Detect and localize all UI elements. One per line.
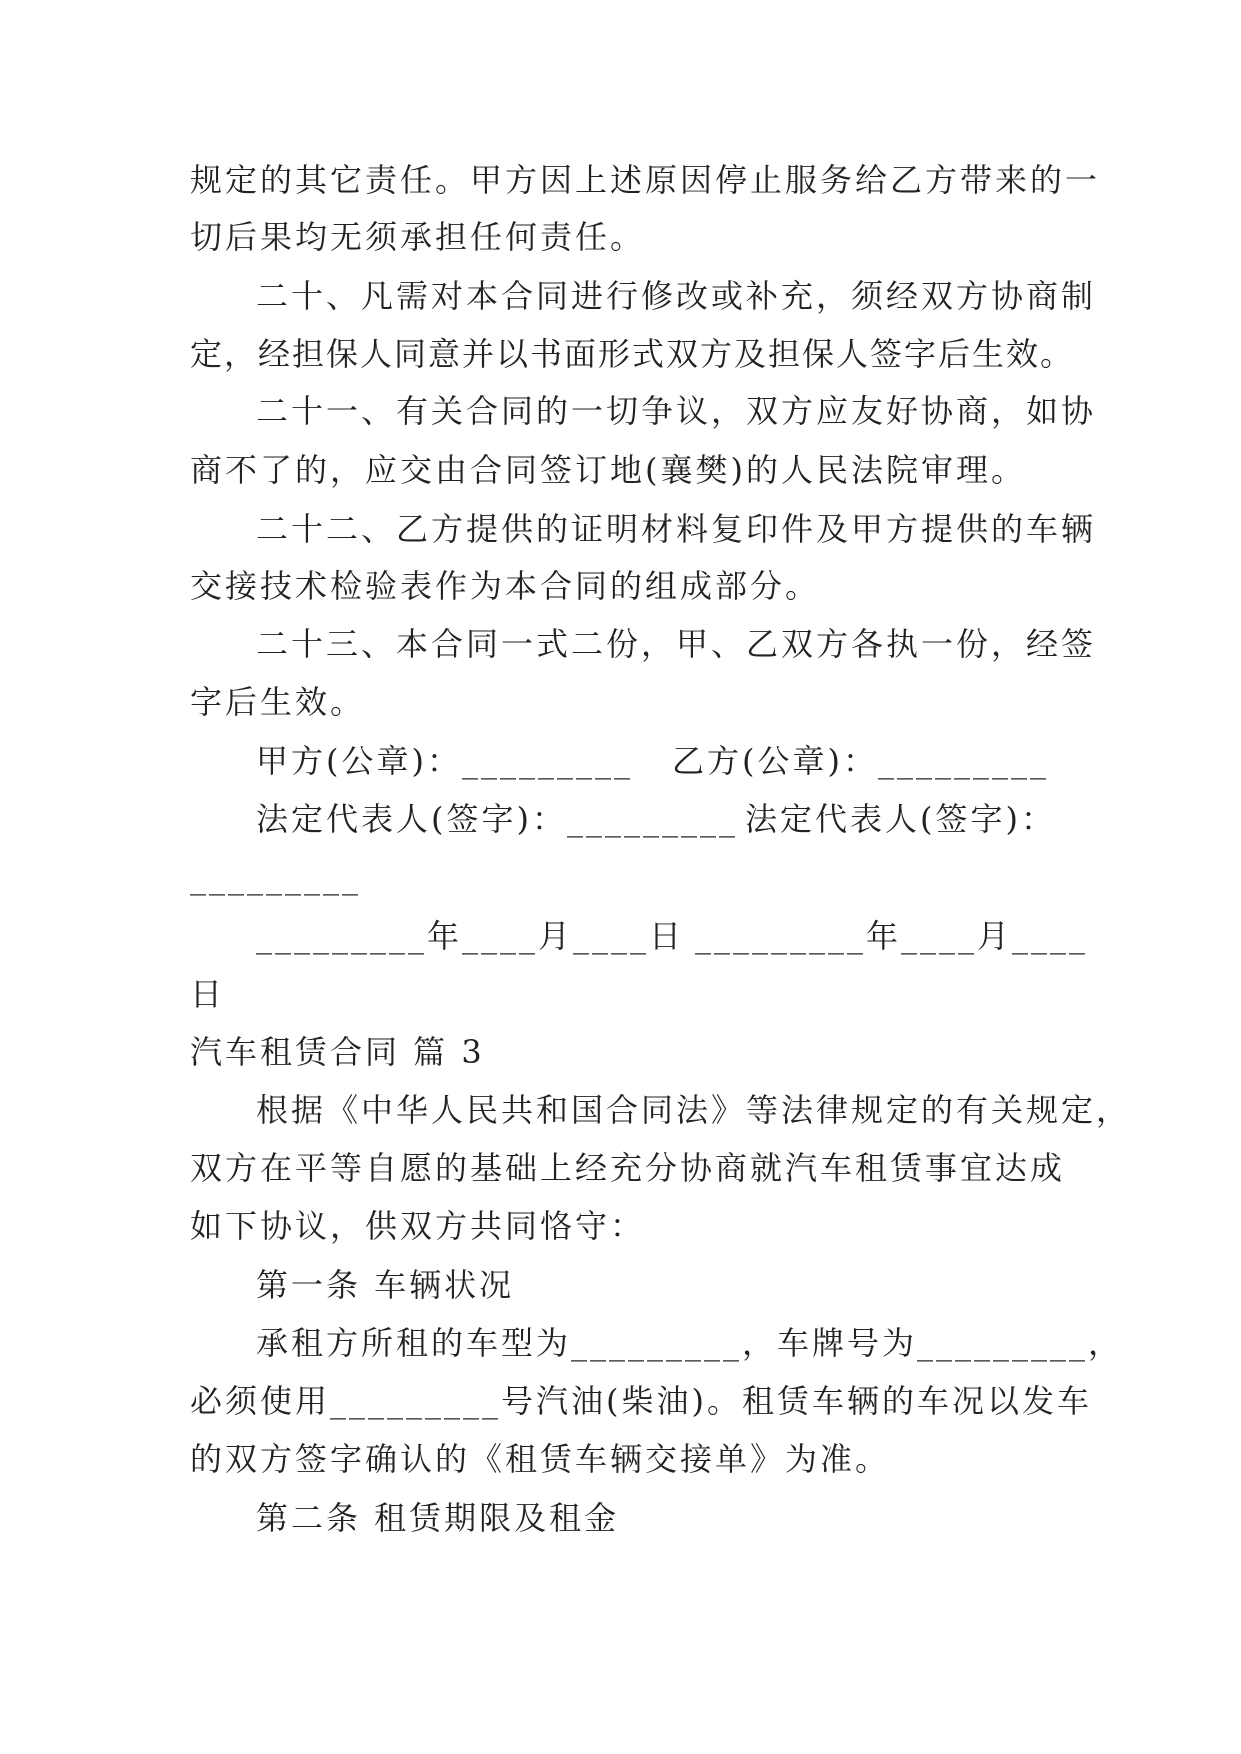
article-1-line: 的双方签字确认的《租赁车辆交接单》为准。 xyxy=(190,1440,891,1478)
legal-rep-a: 法定代表人(签字)：_________ xyxy=(256,800,738,838)
clause-23-line: 二十三、本合同一式二份，甲、乙双方各执一份，经签 xyxy=(256,625,1097,663)
paragraph-line: 规定的其它责任。甲方因上述原因停止服务给乙方带来的一 xyxy=(190,161,1101,199)
clause-22-line: 二十二、乙方提供的证明材料复印件及甲方提供的车辆 xyxy=(256,510,1097,548)
legal-rep-b-blank: _________ xyxy=(190,858,361,896)
clause-21-line: 二十一、有关合同的一切争议，双方应友好协商，如协 xyxy=(256,392,1097,430)
date-a: _________年____月____日 xyxy=(256,917,685,955)
date-b: _________年____月____ xyxy=(695,917,1089,955)
section-title: 汽车租赁合同 篇 3 xyxy=(190,1033,485,1071)
clause-20-line: 定，经担保人同意并以书面形式双方及担保人签字后生效。 xyxy=(190,335,1075,373)
article-1-line: 承租方所租的车型为_________，车牌号为_________， xyxy=(256,1324,1124,1362)
party-b-seal: 乙方(公章)：_________ xyxy=(672,742,1049,780)
date-b-wrap: 日 xyxy=(190,975,226,1013)
section-paragraph-line: 双方在平等自愿的基础上经充分协商就汽车租赁事宜达成 xyxy=(190,1149,1066,1187)
section-paragraph-line: 根据《中华人民共和国合同法》等法律规定的有关规定， xyxy=(256,1091,1132,1129)
clause-23-line: 字后生效。 xyxy=(190,683,366,721)
clause-20-line: 二十、凡需对本合同进行修改或补充，须经双方协商制 xyxy=(256,277,1097,315)
article-2-heading: 第二条 租赁期限及租金 xyxy=(256,1499,620,1537)
paragraph-line: 切后果均无须承担任何责任。 xyxy=(190,218,646,256)
party-a-seal: 甲方(公章)：_________ xyxy=(256,742,633,780)
section-paragraph-line: 如下协议，供双方共同恪守： xyxy=(190,1207,646,1245)
clause-22-line: 交接技术检验表作为本合同的组成部分。 xyxy=(190,567,821,605)
article-1-line: 必须使用_________号汽油(柴油)。租赁车辆的车况以发车 xyxy=(190,1382,1092,1420)
legal-rep-b: 法定代表人(签字)： xyxy=(745,800,1056,838)
article-1-heading: 第一条 车辆状况 xyxy=(256,1266,515,1304)
clause-21-line: 商不了的，应交由合同签订地(襄樊)的人民法院审理。 xyxy=(190,451,1026,489)
